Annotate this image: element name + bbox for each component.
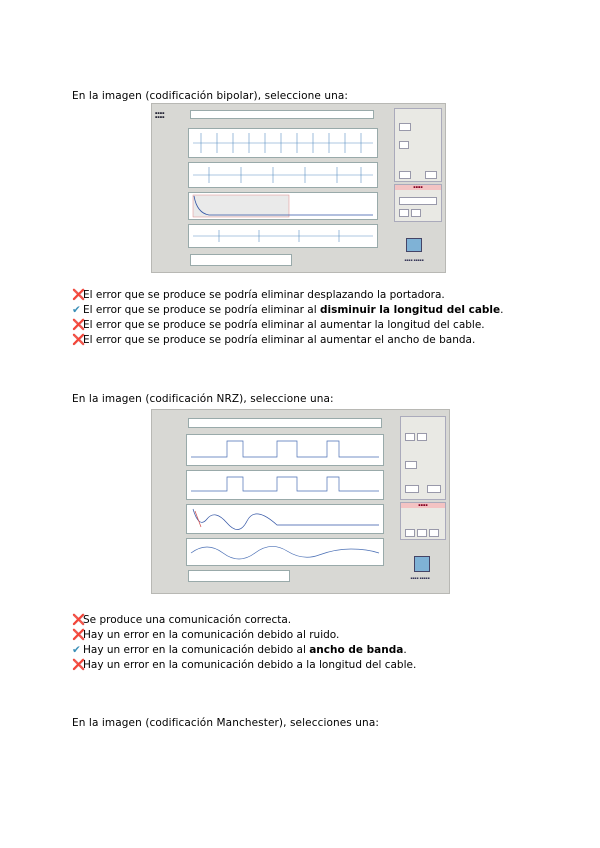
signal-panel-1 xyxy=(186,434,384,466)
nrz-screenshot xyxy=(151,409,450,594)
question-1-prompt: En la imagen (codificación bipolar), seleccione una: xyxy=(72,90,349,102)
question-2-prompt: En la imagen (codificación NRZ), seleccione una: xyxy=(72,393,334,405)
signal-panel-2 xyxy=(188,162,378,188)
wrong-mark-icon: ❌ xyxy=(72,289,86,301)
signal-panel-1 xyxy=(188,128,378,158)
wrong-mark-icon: ❌ xyxy=(72,659,86,671)
setting-input xyxy=(425,171,437,179)
setting-input xyxy=(411,209,421,217)
q2-option-1[interactable]: ❌Se produce una comunicación correcta. xyxy=(72,614,292,626)
spectrum-trace xyxy=(187,505,383,533)
setting-input xyxy=(427,485,441,493)
spectrum-panel xyxy=(186,504,384,534)
q1-option-3[interactable]: ❌El error que se produce se podría eliminar al aumentar la longitud del cable. xyxy=(72,319,485,331)
credits-caption: ▪▪▪▪ ▪▪▪▪▪ xyxy=(404,258,424,262)
signal-trace-1 xyxy=(189,129,377,157)
signal-trace-2 xyxy=(189,163,377,187)
wrong-mark-icon: ❌ xyxy=(72,319,86,331)
setting-input xyxy=(417,433,427,441)
q1-option-4[interactable]: ❌El error que se produce se podría eliminar al aumentar el ancho de banda. xyxy=(72,334,476,346)
q1-option-1[interactable]: ❌El error que se produce se podría eliminar desplazando la portadora. xyxy=(72,289,445,301)
question-3-prompt: En la imagen (codificación Manchester), selecciones una: xyxy=(72,717,379,729)
signal-trace-2 xyxy=(187,471,383,499)
setting-input xyxy=(399,171,411,179)
spectrum-trace xyxy=(189,193,377,219)
signal-trace-3 xyxy=(189,225,377,247)
signal-trace-3 xyxy=(187,539,383,565)
coding-panel xyxy=(400,502,446,540)
credits-caption: ▪▪▪▪ ▪▪▪▪▪ xyxy=(410,576,430,580)
output-bits-field xyxy=(190,254,292,266)
setting-input xyxy=(405,433,415,441)
signal-trace-1 xyxy=(187,435,383,465)
setting-input xyxy=(405,529,415,537)
output-bits-field xyxy=(188,570,290,582)
coding-panel xyxy=(394,184,442,222)
wrong-mark-icon: ❌ xyxy=(72,614,86,626)
check-mark-icon: ✔ xyxy=(72,304,81,316)
bipolar-screenshot xyxy=(151,103,446,273)
coding-select xyxy=(399,197,437,205)
wrong-mark-icon: ❌ xyxy=(72,629,86,641)
setting-input xyxy=(429,529,439,537)
q1-option-2[interactable]: ✔ El error que se produce se podría eliminar al disminuir la longitud del cable. xyxy=(72,304,504,316)
signal-panel-3 xyxy=(188,224,378,248)
signal-panel-3 xyxy=(186,538,384,566)
q2-option-4[interactable]: ❌Hay un error en la comunicación debido a la longitud del cable. xyxy=(72,659,417,671)
setting-input xyxy=(399,123,411,131)
setting-input xyxy=(399,141,409,149)
coding-panel-title: ▪▪▪▪ xyxy=(395,185,441,190)
coding-panel-title: ▪▪▪▪ xyxy=(401,503,445,508)
setting-input xyxy=(405,461,417,469)
check-mark-icon: ✔ xyxy=(72,644,81,656)
q2-option-2[interactable]: ❌Hay un error en la comunicación debido al ruido. xyxy=(72,629,340,641)
signal-panel-2 xyxy=(186,470,384,500)
input-bits-field xyxy=(188,418,382,428)
spectrum-panel xyxy=(188,192,378,220)
setting-input xyxy=(417,529,427,537)
settings-panel xyxy=(400,416,446,500)
setting-input xyxy=(399,209,409,217)
input-bits-field xyxy=(190,110,374,119)
settings-panel xyxy=(394,108,442,182)
q2-option-3[interactable]: ✔ Hay un error en la comunicación debido al ancho de banda. xyxy=(72,644,407,656)
wrong-mark-icon: ❌ xyxy=(72,334,86,346)
app-logo-icon xyxy=(406,238,422,252)
setting-input xyxy=(405,485,419,493)
app-logo-icon xyxy=(414,556,430,572)
label-block: ▪▪▪▪ ▪▪▪▪ xyxy=(155,111,165,119)
